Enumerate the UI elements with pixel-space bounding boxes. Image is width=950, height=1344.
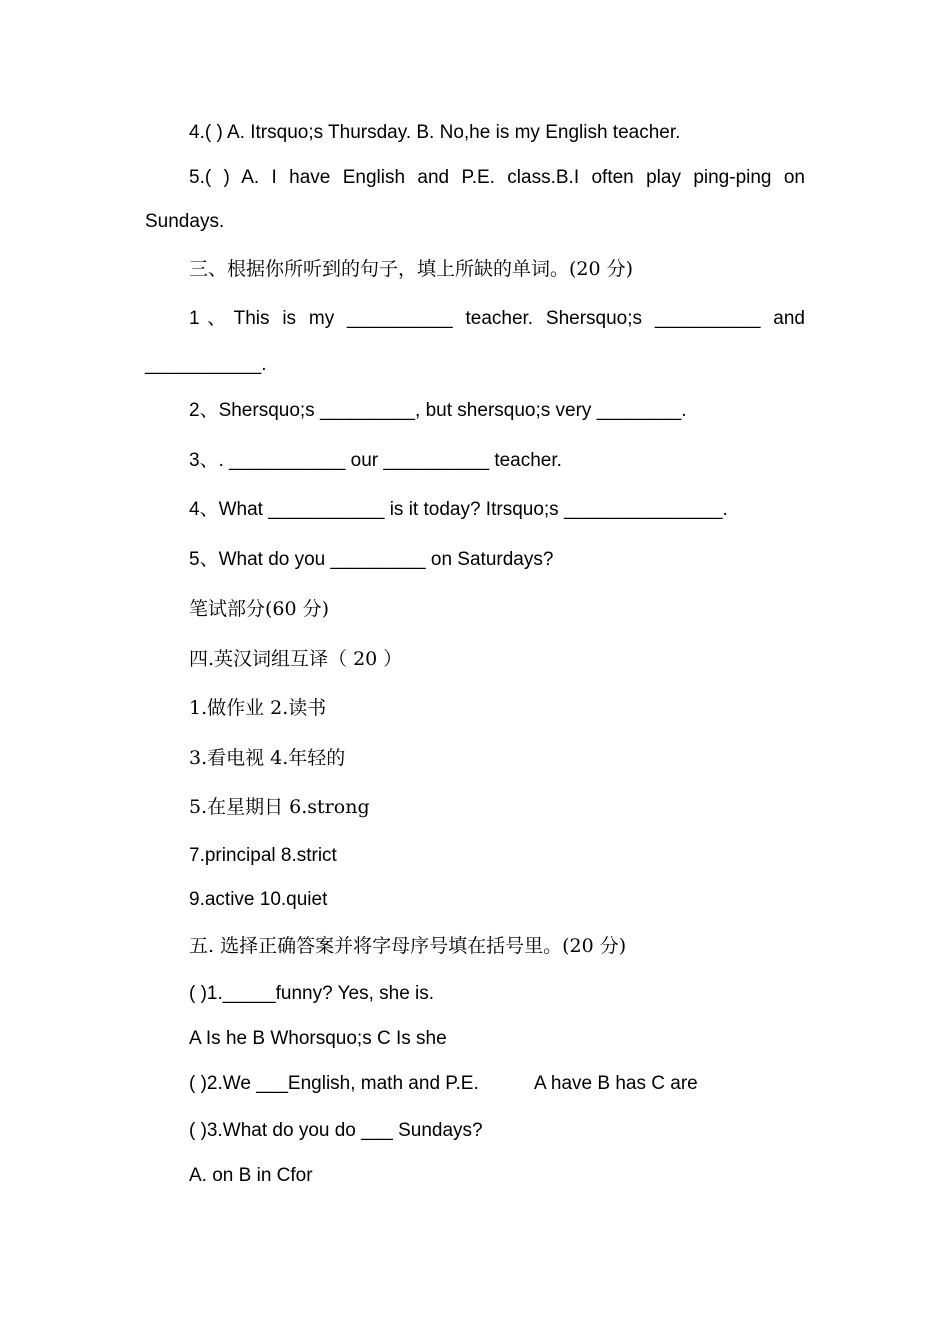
choice-question-2 [189,1071,805,1097]
written-part-heading: 笔试部分(60 分) [189,598,330,620]
choice-question-2-stem: ( )2.We ___English, math and P.E. [189,1073,479,1094]
listening-question-5 [145,165,805,235]
translation-items-3-4: 3.看电视 4.年轻的 [189,747,346,769]
choice-question-1: ( )1._____funny? Yes, she is. [189,983,435,1004]
fill-blank-question-3: 3、. ___________ our __________ teacher. [189,450,562,471]
choice-question-1-options: A Is he B Whorsquo;s C Is she [189,1028,447,1049]
translation-items-9-10: 9.active 10.quiet [189,889,328,910]
section-4-heading: 四.英汉词组互译（ 20 ） [189,648,403,670]
fill-blank-question-1-line-2: ___________. [145,354,267,375]
translation-items-1-2: 1.做作业 2.读书 [189,697,327,719]
translation-items-5-6: 5.在星期日 6.strong [189,796,370,818]
fill-blank-question-4: 4、What ___________ is it today? Itrsquo;s _______________. [189,499,728,520]
fill-blank-question-2: 2、Shersquo;s _________, but shersquo;s very ________. [189,400,687,421]
choice-question-2-options: A have B has C are [534,1073,698,1094]
fill-blank-question-1-line-1: 1、This is my __________ teacher. Shersquo;s __________ and [189,308,805,329]
fill-blank-question-5: 5、What do you _________ on Saturdays? [189,549,554,570]
section-5-heading: 五. 选择正确答案并将字母序号填在括号里。(20 分) [189,935,627,957]
listening-question-4: 4.( ) A. Itrsquo;s Thursday. B. No,he is my English teacher. [189,122,681,143]
choice-question-3-options: A. on B in Cfor [189,1165,313,1186]
section-3-heading: 三、根据你所听到的句子，填上所缺的单词。(20 分) [189,258,634,280]
listening-question-5-line-2: Sundays. [145,211,225,232]
choice-question-3: ( )3.What do you do ___ Sundays? [189,1120,483,1141]
listening-question-5-line-1: 5.( ) A. I have English and P.E. class.B.I often play ping-ping on [189,167,805,188]
translation-items-7-8: 7.principal 8.strict [189,845,337,866]
fill-blank-question-1 [145,306,805,378]
